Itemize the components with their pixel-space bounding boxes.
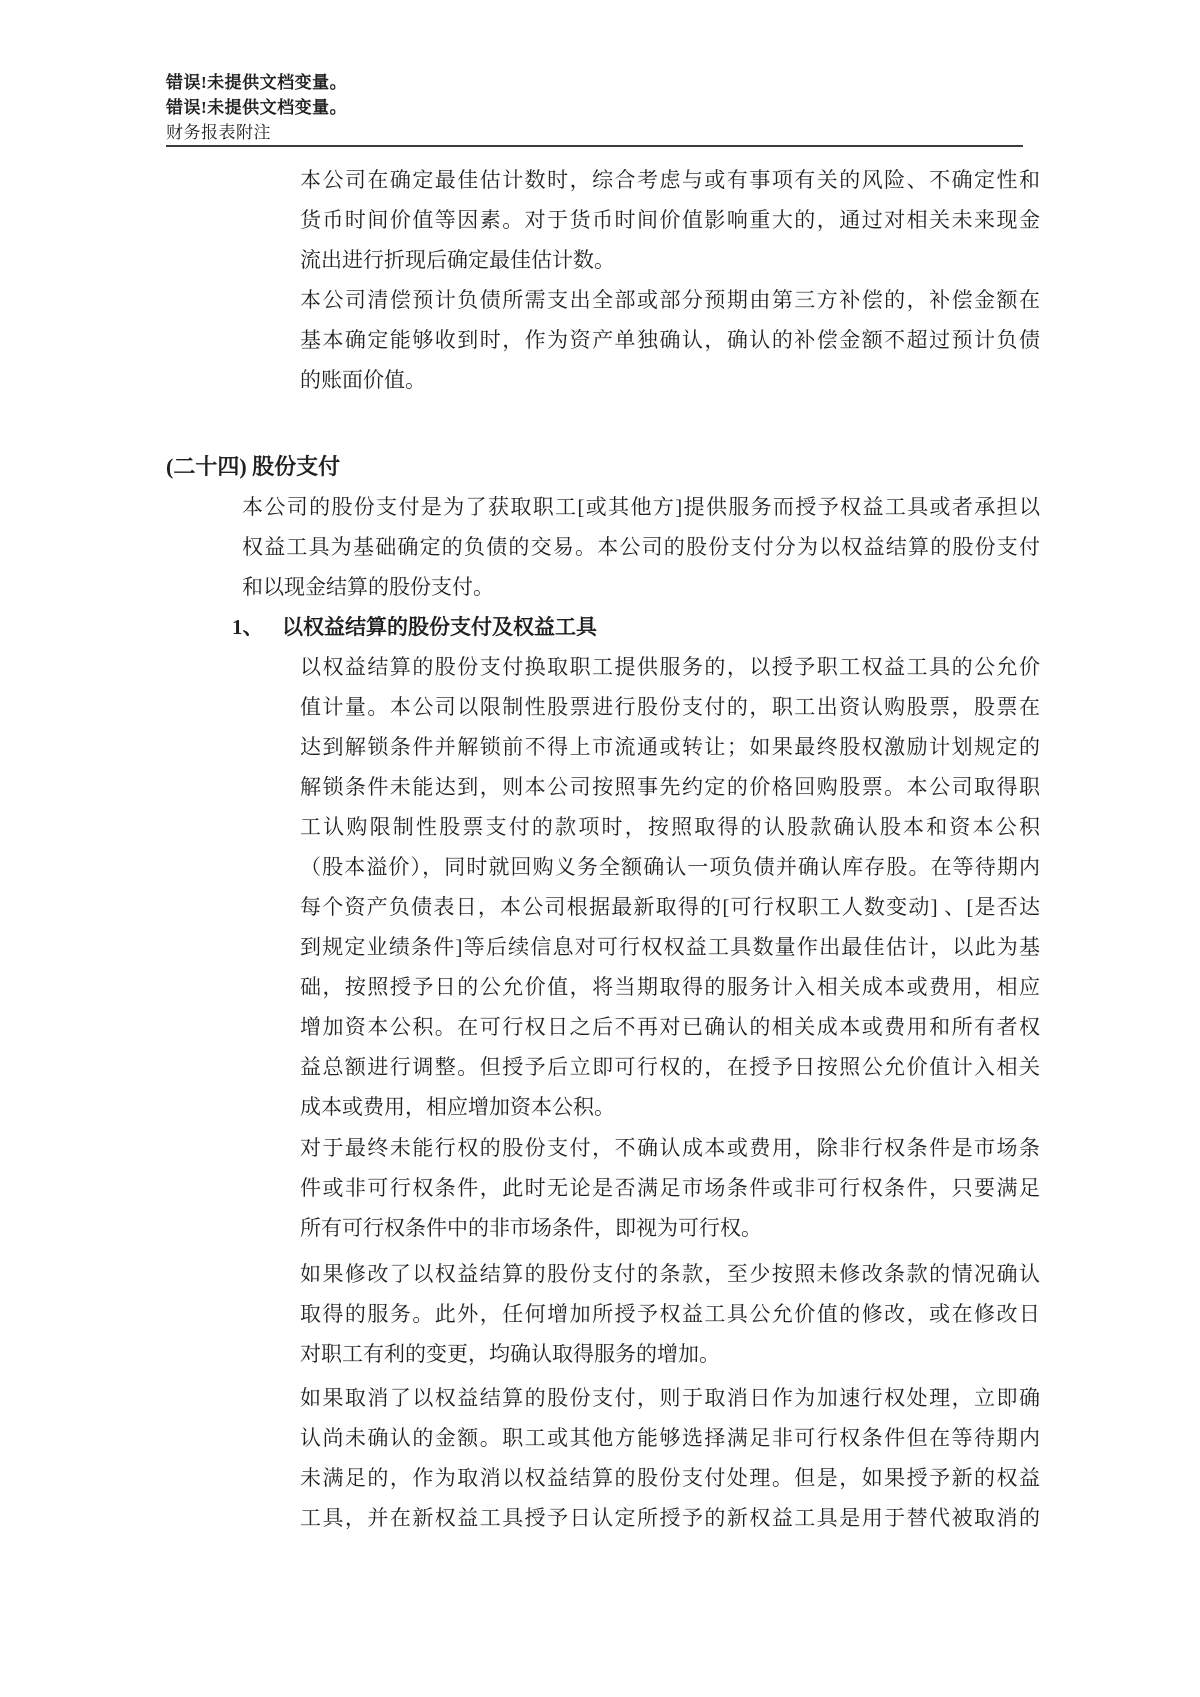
para-vesting-failure: [300, 1128, 1040, 1248]
text-line: 工具，并在新权益工具授予日认定所授予的新权益工具是用于替代被取消的: [300, 1506, 1040, 1530]
subheading-title: 以权益结算的股份支付及权益工具: [282, 615, 597, 639]
text-line: 成本或费用，相应增加资本公积。: [300, 1095, 615, 1119]
text-line: 权益工具为基础确定的负债的交易。本公司的股份支付分为以权益结算的股份支付: [242, 535, 1040, 559]
text-line: 本公司的股份支付是为了获取职工[或其他方]提供服务而授予权益工具或者承担以: [242, 495, 1040, 519]
text-line: 本公司在确定最佳估计数时，综合考虑与或有事项有关的风险、不确定性和: [300, 168, 1040, 192]
text-line: （股本溢价），同时就回购义务全额确认一项负债并确认库存股。在等待期内: [300, 855, 1040, 879]
para-terms-modification: [300, 1254, 1040, 1374]
text-line: 和以现金结算的股份支付。: [242, 575, 494, 599]
text-line: 础，按照授予日的公允价值，将当期取得的服务计入相关成本或费用，相应: [300, 975, 1040, 999]
text-line: 达到解锁条件并解锁前不得上市流通或转让；如果最终股权激励计划规定的: [300, 735, 1040, 759]
text-line: 未满足的，作为取消以权益结算的股份支付处理。但是，如果授予新的权益: [300, 1466, 1040, 1490]
para-compensation: [300, 280, 1040, 400]
doc-variable-error-line-2: 错误!未提供文档变量。: [166, 98, 348, 117]
text-line: 认尚未确认的金额。职工或其他方能够选择满足非可行权条件但在等待期内: [300, 1426, 1040, 1450]
text-line: 所有可行权条件中的非市场条件，即视为可行权。: [300, 1216, 762, 1240]
section-heading-24: (二十四) 股份支付: [166, 454, 341, 479]
subheading-number: 1、: [232, 615, 264, 639]
text-line: 工认购限制性股票支付的款项时，按照取得的认股款确认股本和资本公积: [300, 815, 1040, 839]
text-line: 对于最终未能行权的股份支付，不确认成本或费用，除非行权条件是市场条: [300, 1136, 1040, 1160]
text-line: 对职工有利的变更，均确认取得服务的增加。: [300, 1342, 720, 1366]
para-equity-settled: [300, 647, 1040, 1127]
text-line: 增加资本公积。在可行权日之后不再对已确认的相关成本或费用和所有者权: [300, 1015, 1040, 1039]
para-cancellation: [300, 1378, 1040, 1538]
text-line: 值计量。本公司以限制性股票进行股份支付的，职工出资认购股票，股票在: [300, 695, 1040, 719]
para-best-estimate: [300, 160, 1040, 280]
text-line: 如果取消了以权益结算的股份支付，则于取消日作为加速行权处理，立即确: [300, 1386, 1040, 1410]
text-line: 以权益结算的股份支付换取职工提供服务的，以授予职工权益工具的公允价: [300, 655, 1040, 679]
document-header: [166, 70, 1036, 145]
text-line: 每个资产负债表日，本公司根据最新取得的[可行权职工人数变动] 、[是否达: [300, 895, 1040, 919]
notes-title: 财务报表附注: [166, 123, 271, 142]
text-line: 的账面价值。: [300, 368, 426, 392]
text-line: 本公司清偿预计负债所需支出全部或部分预期由第三方补偿的，补偿金额在: [300, 288, 1040, 312]
text-line: 到规定业绩条件]等后续信息对可行权权益工具数量作出最佳估计，以此为基: [300, 935, 1040, 959]
text-line: 取得的服务。此外，任何增加所授予权益工具公允价值的修改，或在修改日: [300, 1302, 1040, 1326]
text-line: 基本确定能够收到时，作为资产单独确认，确认的补偿金额不超过预计负债: [300, 328, 1040, 352]
subheading-1: [232, 607, 1040, 647]
text-line: 如果修改了以权益结算的股份支付的条款，至少按照未修改条款的情况确认: [300, 1262, 1040, 1286]
text-line: 件或非可行权条件，此时无论是否满足市场条件或非可行权条件，只要满足: [300, 1176, 1040, 1200]
text-line: 流出进行折现后确定最佳估计数。: [300, 248, 615, 272]
doc-variable-error-line-1: 错误!未提供文档变量。: [166, 73, 348, 92]
text-line: 货币时间价值等因素。对于货币时间价值影响重大的，通过对相关未来现金: [300, 208, 1040, 232]
text-line: 益总额进行调整。但授予后立即可行权的，在授予日按照公允价值计入相关: [300, 1055, 1040, 1079]
header-rule: [166, 145, 1023, 147]
text-line: 解锁条件未能达到，则本公司按照事先约定的价格回购股票。本公司取得职: [300, 775, 1040, 799]
para-share-payment-intro: [242, 487, 1040, 607]
